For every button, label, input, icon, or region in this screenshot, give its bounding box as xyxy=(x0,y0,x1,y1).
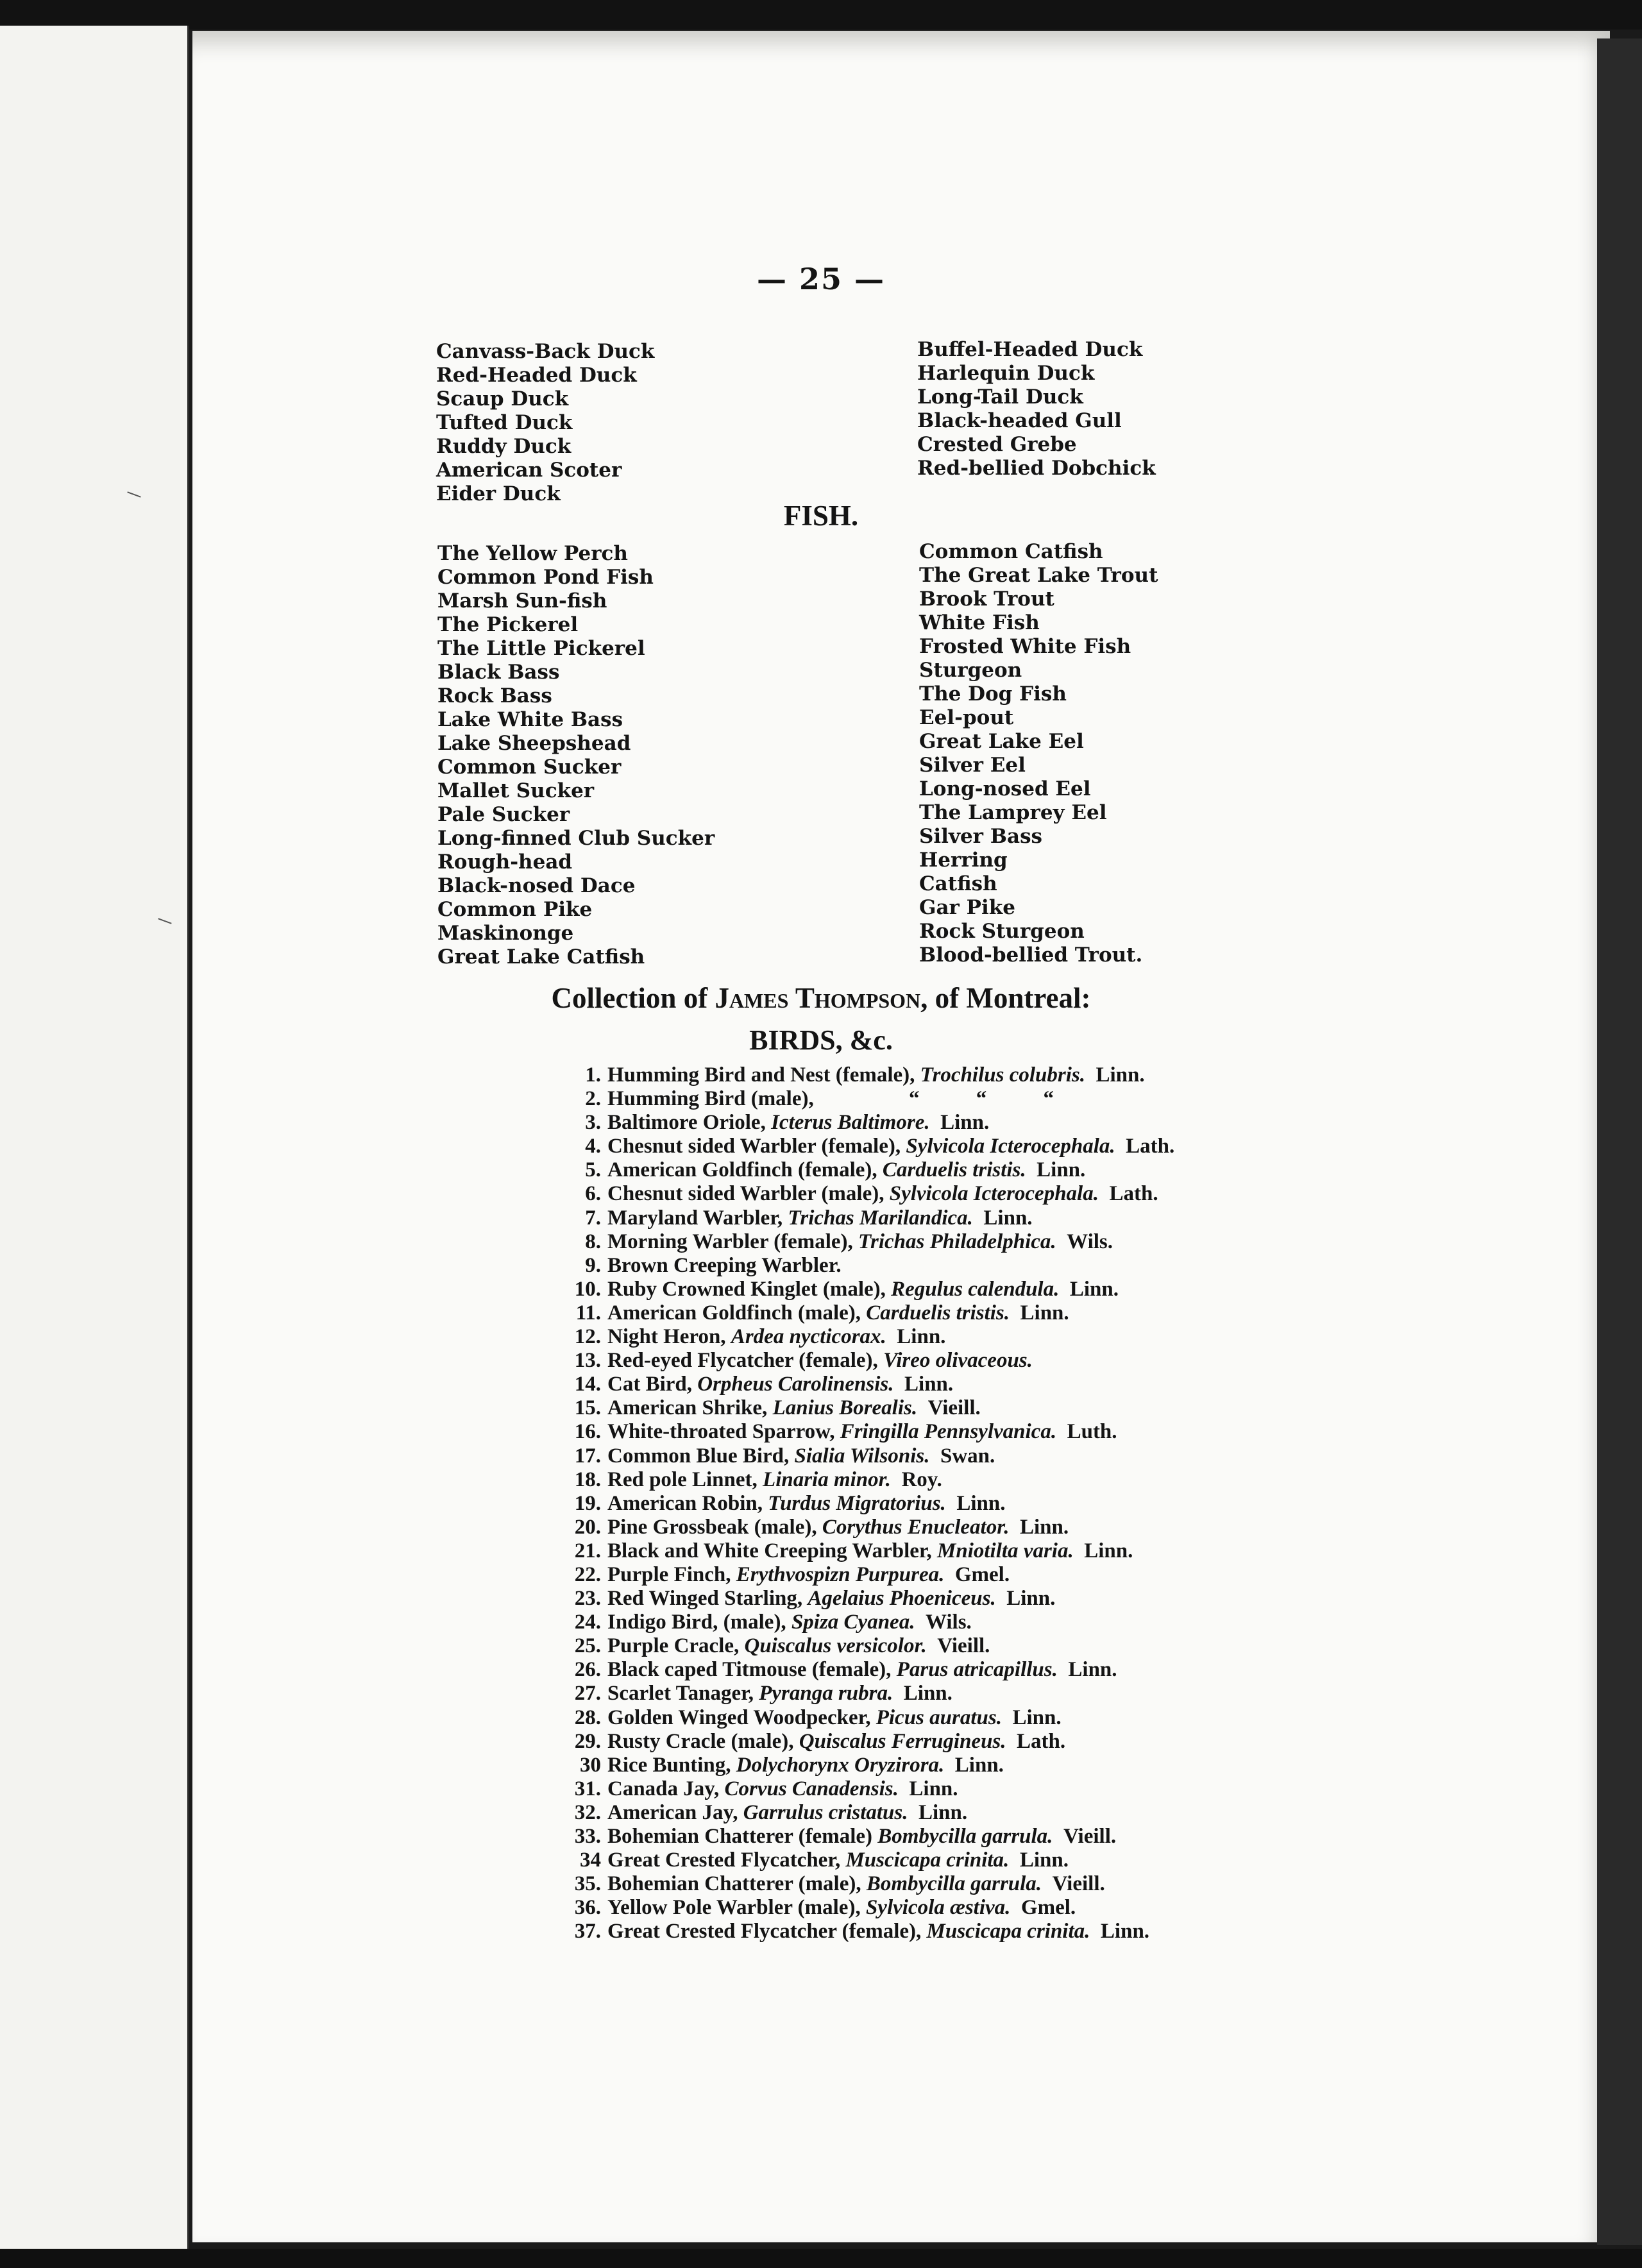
bird-entry xyxy=(568,1325,1204,1349)
bird-authority: Linn. xyxy=(1019,1515,1069,1539)
bird-authority: Swan. xyxy=(940,1444,995,1468)
bird-common-name: Night Heron, xyxy=(607,1325,726,1349)
bird-authority: Linn. xyxy=(903,1682,952,1705)
bird-scientific-name: Mniotilta varia. xyxy=(937,1539,1074,1562)
bird-authority: Linn. xyxy=(1012,1705,1062,1729)
bird-number: 1. xyxy=(585,1063,601,1087)
bird-number: 15. xyxy=(574,1396,601,1420)
duck-name: Harlequin Duck xyxy=(917,362,1095,385)
bird-entry xyxy=(568,1920,1204,1943)
bird-number: 25. xyxy=(574,1634,601,1658)
bird-common-name: Black caped Titmouse (female), xyxy=(607,1658,892,1682)
fish-heading: FISH. xyxy=(783,500,859,532)
duck-name: Tufted Duck xyxy=(436,411,573,434)
fish-name: Lake White Bass xyxy=(437,708,623,731)
bird-number: 27. xyxy=(574,1682,601,1705)
bird-authority: Linn. xyxy=(940,1111,990,1135)
bird-number: 36. xyxy=(574,1896,601,1920)
bird-scientific-name: Agelaius Phoeniceus. xyxy=(808,1587,996,1611)
bird-common-name: White-throated Sparrow, xyxy=(607,1420,835,1444)
bird-common-name: Purple Cracle, xyxy=(607,1634,740,1658)
duck-name: Crested Grebe xyxy=(917,433,1077,456)
fish-name: Eel-pout xyxy=(919,706,1014,729)
bird-authority: Linn. xyxy=(956,1491,1006,1515)
bird-scientific-name: Muscicapa crinita. xyxy=(845,1849,1010,1872)
bird-common-name: Rusty Cracle (male), xyxy=(607,1729,794,1753)
bird-common-name: Common Blue Bird, xyxy=(607,1444,790,1468)
bird-scientific-name: Trichas Philadelphica. xyxy=(858,1230,1056,1253)
bird-number: 12. xyxy=(574,1325,601,1349)
fish-name: The Dog Fish xyxy=(919,682,1067,706)
duck-list-left xyxy=(436,340,654,506)
bird-common-name: Cat Bird, xyxy=(607,1373,692,1396)
duck-name: Ruddy Duck xyxy=(436,435,571,458)
bird-number: 20. xyxy=(574,1515,601,1539)
bird-entry xyxy=(568,1872,1204,1896)
fish-name: Sturgeon xyxy=(919,659,1022,682)
bird-common-name: Baltimore Oriole, xyxy=(607,1111,766,1135)
bird-common-name: American Robin, xyxy=(607,1491,763,1515)
fish-name: Black-nosed Dace xyxy=(437,874,636,897)
bird-number: 11. xyxy=(575,1301,601,1324)
bird-entry xyxy=(568,1563,1204,1587)
duck-name: American Scoter xyxy=(436,459,622,482)
bird-entry xyxy=(568,1230,1204,1254)
fish-list-right xyxy=(919,540,1158,967)
bird-scientific-name: Sylvicola Icterocephala. xyxy=(889,1182,1099,1206)
collector-name: James Thompson xyxy=(715,982,921,1014)
bird-authority: Vieill. xyxy=(1052,1872,1105,1896)
bird-authority: Linn. xyxy=(1084,1539,1133,1562)
bird-common-name: Indigo Bird, (male), xyxy=(607,1611,786,1634)
bird-number: 37. xyxy=(574,1920,601,1943)
bird-scientific-name: Orpheus Carolinensis. xyxy=(697,1373,894,1396)
bird-authority: Linn. xyxy=(904,1373,954,1396)
fish-name: The Lamprey Eel xyxy=(919,801,1107,824)
bird-scientific-name: Bombycilla garrula. xyxy=(866,1872,1042,1896)
bird-number: 33. xyxy=(574,1825,601,1848)
fish-name: Common Pond Fish xyxy=(437,566,654,589)
bird-scientific-name: Parus atricapillus. xyxy=(896,1658,1058,1682)
bird-number: 34 xyxy=(580,1849,601,1872)
fish-name: Rock Bass xyxy=(437,684,552,707)
fish-name: The Little Pickerel xyxy=(437,637,645,660)
collection-suffix: , of Montreal: xyxy=(920,982,1091,1014)
bird-number: 4. xyxy=(585,1135,601,1158)
fish-name: Blood-bellied Trout. xyxy=(919,944,1143,967)
fish-name: Great Lake Catfish xyxy=(437,945,645,969)
fish-name: The Pickerel xyxy=(437,613,579,636)
bird-authority: Linn. xyxy=(1096,1063,1145,1087)
bird-entry xyxy=(568,1658,1204,1682)
bird-number: 22. xyxy=(574,1562,601,1586)
birds-list xyxy=(568,1063,1204,1943)
bird-common-name: Rice Bunting, xyxy=(607,1753,731,1777)
birds-heading: BIRDS, &c. xyxy=(749,1024,893,1056)
bird-scientific-name: Quiscalus Ferrugineus. xyxy=(799,1729,1006,1753)
duck-name: Red-bellied Dobchick xyxy=(917,457,1156,480)
bird-common-name: Chesnut sided Warbler (male), xyxy=(607,1182,884,1206)
bird-common-name: Humming Bird (male), xyxy=(607,1087,814,1111)
bird-entry xyxy=(568,1111,1204,1135)
bird-number: 35. xyxy=(574,1872,601,1896)
bird-scientific-name: Turdus Migratorius. xyxy=(768,1491,946,1515)
bird-authority: Lath. xyxy=(1017,1729,1066,1753)
bird-entry xyxy=(568,1516,1204,1539)
duck-name: Red-Headed Duck xyxy=(436,364,637,387)
bird-scientific-name: Fringilla Pennsylvanica. xyxy=(840,1420,1057,1444)
bird-number: 29. xyxy=(574,1729,601,1753)
fish-name: Great Lake Eel xyxy=(919,730,1084,753)
scan-border-right xyxy=(1597,38,1642,2245)
bird-number: 16. xyxy=(574,1420,601,1444)
scan-border-bottom xyxy=(0,2249,1642,2268)
bird-common-name: Canada Jay, xyxy=(607,1777,720,1800)
bird-authority: Linn. xyxy=(897,1325,946,1349)
bird-authority: Linn. xyxy=(1068,1658,1117,1682)
bird-common-name: Red-eyed Flycatcher (female), xyxy=(607,1349,878,1373)
bird-authority: Wils. xyxy=(1067,1230,1113,1253)
bird-number: 19. xyxy=(574,1491,601,1515)
bird-scientific-name: Vireo olivaceous. xyxy=(883,1349,1033,1373)
bird-authority: Vieill. xyxy=(937,1634,990,1658)
bird-entry xyxy=(568,1349,1204,1373)
bird-scientific-name: Picus auratus. xyxy=(876,1705,1002,1729)
bird-authority: Vieill. xyxy=(1063,1825,1117,1848)
bird-authority: Linn. xyxy=(1069,1277,1119,1301)
bird-common-name: American Shrike, xyxy=(607,1396,768,1420)
bird-common-name: Purple Finch, xyxy=(607,1562,731,1586)
fish-name: Silver Eel xyxy=(919,754,1026,777)
bird-entry xyxy=(568,1801,1204,1825)
bird-number: 17. xyxy=(574,1444,601,1468)
bird-common-name: American Jay, xyxy=(607,1800,738,1824)
bird-entry xyxy=(568,1444,1204,1468)
fish-name: Common Sucker xyxy=(437,756,622,779)
bird-common-name: Red pole Linnet, xyxy=(607,1468,758,1491)
bird-entry xyxy=(568,1539,1204,1563)
bird-scientific-name: Pyranga rubra. xyxy=(759,1682,893,1705)
bird-scientific-name: Ardea nycticorax. xyxy=(731,1325,886,1349)
bird-number: 9. xyxy=(585,1253,601,1277)
bird-authority: Lath. xyxy=(1126,1135,1175,1158)
fish-name: Marsh Sun-fish xyxy=(437,589,607,613)
fish-name: Silver Bass xyxy=(919,825,1042,848)
bird-authority: Linn. xyxy=(983,1206,1033,1230)
bird-scientific-name: Regulus calendula. xyxy=(891,1277,1060,1301)
bird-scientific-name: Sylvicola æstiva. xyxy=(865,1896,1011,1920)
bird-scientific-name: Muscicapa crinita. xyxy=(926,1920,1090,1943)
bird-authority: Gmel. xyxy=(954,1562,1010,1586)
bird-authority: Linn. xyxy=(1100,1920,1150,1943)
fish-name: Frosted White Fish xyxy=(919,635,1131,658)
bird-number: 32. xyxy=(574,1800,601,1824)
bird-number: 21. xyxy=(574,1539,601,1562)
bird-entry xyxy=(568,1682,1204,1705)
fish-name: Long-nosed Eel xyxy=(919,777,1091,800)
bird-entry xyxy=(568,1730,1204,1754)
bird-entry xyxy=(568,1468,1204,1492)
bird-entry xyxy=(568,1420,1204,1444)
bird-common-name: Pine Grossbeak (male), xyxy=(607,1515,817,1539)
bird-scientific-name: Erythvospizn Purpurea. xyxy=(736,1562,945,1586)
fish-name: Long-finned Club Sucker xyxy=(437,827,715,850)
fish-name: The Great Lake Trout xyxy=(919,564,1158,587)
duck-name: Long-Tail Duck xyxy=(917,385,1083,409)
bird-common-name: Yellow Pole Warbler (male), xyxy=(607,1896,861,1920)
bird-common-name: Bohemian Chatterer (male), xyxy=(607,1872,861,1896)
bird-scientific-name: Trochilus colubris. xyxy=(920,1063,1085,1087)
bird-scientific-name: Dolychorynx Oryzirora. xyxy=(736,1753,945,1777)
fish-name: Lake Sheepshead xyxy=(437,732,631,755)
bird-entry xyxy=(568,1825,1204,1849)
fish-name: Common Pike xyxy=(437,898,593,921)
bird-authority: Luth. xyxy=(1067,1420,1117,1444)
fish-name: Maskinonge xyxy=(437,922,574,945)
fish-list-left xyxy=(437,542,715,969)
fish-name: Rock Sturgeon xyxy=(919,920,1085,943)
bird-scientific-name: Sialia Wilsonis. xyxy=(794,1444,930,1468)
fish-name: Brook Trout xyxy=(919,588,1054,611)
fish-name: Mallet Sucker xyxy=(437,779,595,802)
bird-number: 31. xyxy=(574,1777,601,1800)
fish-name: Gar Pike xyxy=(919,896,1015,919)
bird-number: 8. xyxy=(585,1230,601,1253)
bird-number: 3. xyxy=(585,1111,601,1135)
bird-scientific-name: Garrulus cristatus. xyxy=(743,1800,908,1824)
bird-common-name: American Goldfinch (male), xyxy=(607,1301,861,1324)
bird-common-name: Scarlet Tanager, xyxy=(607,1682,754,1705)
duck-name: Buffel-Headed Duck xyxy=(917,338,1143,361)
bird-scientific-name: Trichas Marilandica. xyxy=(788,1206,973,1230)
bird-authority: Wils. xyxy=(925,1611,972,1634)
bird-number: 28. xyxy=(574,1705,601,1729)
bird-entry xyxy=(568,1158,1204,1182)
facing-page-edge xyxy=(0,26,189,2251)
bird-authority: Linn. xyxy=(909,1777,958,1800)
bird-authority: Gmel. xyxy=(1020,1896,1076,1920)
bird-number: 6. xyxy=(585,1182,601,1206)
bird-authority: Vieill. xyxy=(927,1396,981,1420)
bird-common-name: Great Crested Flycatcher (female), xyxy=(607,1920,922,1943)
bird-entry xyxy=(568,1849,1204,1872)
fish-name: Herring xyxy=(919,849,1008,872)
bird-common-name: Great Crested Flycatcher, xyxy=(607,1849,841,1872)
duck-name: Eider Duck xyxy=(436,482,561,505)
bird-number: 2. xyxy=(585,1087,601,1111)
bird-entry xyxy=(568,1206,1204,1230)
fish-name: Black Bass xyxy=(437,661,560,684)
bird-authority: Roy. xyxy=(901,1468,942,1491)
bird-scientific-name: Quiscalus versicolor. xyxy=(744,1634,927,1658)
bird-common-name: Chesnut sided Warbler (female), xyxy=(607,1135,901,1158)
bird-number: 14. xyxy=(574,1373,601,1396)
fish-name: Pale Sucker xyxy=(437,803,570,826)
fish-name: Catfish xyxy=(919,872,997,895)
bird-scientific-name: Carduelis tristis. xyxy=(882,1158,1026,1182)
bird-authority: Linn. xyxy=(1006,1587,1056,1611)
bird-scientific-name: Linaria minor. xyxy=(763,1468,891,1491)
bird-scientific-name: Carduelis tristis. xyxy=(866,1301,1010,1324)
bird-authority: Linn. xyxy=(918,1800,968,1824)
bird-entry xyxy=(568,1182,1204,1206)
bird-scientific-name: Spiza Cyanea. xyxy=(791,1611,915,1634)
bird-scientific-name: Corvus Canadensis. xyxy=(724,1777,899,1800)
bird-entry xyxy=(568,1587,1204,1611)
bird-entry xyxy=(568,1754,1204,1777)
bird-common-name: American Goldfinch (female), xyxy=(607,1158,877,1182)
fish-name: White Fish xyxy=(919,611,1040,634)
bird-number: 24. xyxy=(574,1611,601,1634)
duck-list-right xyxy=(917,338,1156,480)
bird-common-name: Red Winged Starling, xyxy=(607,1587,803,1611)
duck-name: Scaup Duck xyxy=(436,387,569,410)
bird-entry xyxy=(568,1896,1204,1920)
bird-entry xyxy=(568,1611,1204,1634)
bird-common-name: Brown Creeping Warbler. xyxy=(607,1253,842,1277)
bird-number: 5. xyxy=(585,1158,601,1182)
bird-authority: Lath. xyxy=(1109,1182,1158,1206)
duck-name: Canvass-Back Duck xyxy=(436,340,655,363)
bird-entry xyxy=(568,1492,1204,1516)
bird-entry xyxy=(568,1254,1204,1278)
bird-entry xyxy=(568,1301,1204,1325)
page-number: — 25 — xyxy=(756,262,886,296)
bird-number: 7. xyxy=(585,1206,601,1230)
bird-common-name: Ruby Crowned Kinglet (male), xyxy=(607,1277,886,1301)
bird-entry xyxy=(568,1135,1204,1158)
bird-entry xyxy=(568,1278,1204,1301)
duck-name: Black-headed Gull xyxy=(917,409,1122,432)
bird-number: 18. xyxy=(574,1468,601,1491)
bird-common-name: Golden Winged Woodpecker, xyxy=(607,1705,871,1729)
bird-entry xyxy=(568,1396,1204,1420)
bird-entry xyxy=(568,1373,1204,1396)
bird-number: 23. xyxy=(574,1587,601,1611)
bird-number: 26. xyxy=(574,1658,601,1682)
fish-name: Rough-head xyxy=(437,851,573,874)
bird-number: 30 xyxy=(580,1753,601,1777)
collection-prefix: Collection of xyxy=(551,982,708,1014)
bird-scientific-name: Sylvicola Icterocephala. xyxy=(906,1135,1115,1158)
fish-name: Common Catfish xyxy=(919,540,1103,563)
bird-scientific-name: Corythus Enucleator. xyxy=(822,1515,1010,1539)
bird-entry xyxy=(568,1777,1204,1801)
bird-common-name: Black and White Creeping Warbler, xyxy=(607,1539,932,1562)
bird-entry xyxy=(568,1087,1204,1111)
bird-scientific-name: Icterus Baltimore. xyxy=(771,1111,930,1135)
bird-entry xyxy=(568,1706,1204,1730)
bird-number: 13. xyxy=(574,1349,601,1373)
bird-number: 10. xyxy=(574,1277,601,1301)
bird-entry xyxy=(568,1063,1204,1087)
bird-authority: Linn. xyxy=(1019,1849,1069,1872)
bird-authority: Linn. xyxy=(954,1753,1004,1777)
scan-border-top xyxy=(0,0,1642,30)
bird-common-name: Humming Bird and Nest (female), xyxy=(607,1063,915,1087)
bird-scientific-name: Lanius Borealis. xyxy=(772,1396,918,1420)
fish-name: The Yellow Perch xyxy=(437,542,628,565)
bird-entry xyxy=(568,1634,1204,1658)
bird-common-name: Maryland Warbler, xyxy=(607,1206,783,1230)
ditto-marks: “ “ “ xyxy=(908,1087,1054,1111)
bird-scientific-name: Bombycilla garrula. xyxy=(877,1825,1053,1848)
collection-title xyxy=(0,981,1642,1015)
bird-authority: Linn. xyxy=(1037,1158,1086,1182)
bird-common-name: Bohemian Chatterer (female) xyxy=(607,1825,872,1848)
bird-common-name: Morning Warbler (female), xyxy=(607,1230,853,1253)
bird-authority: Linn. xyxy=(1020,1301,1069,1324)
